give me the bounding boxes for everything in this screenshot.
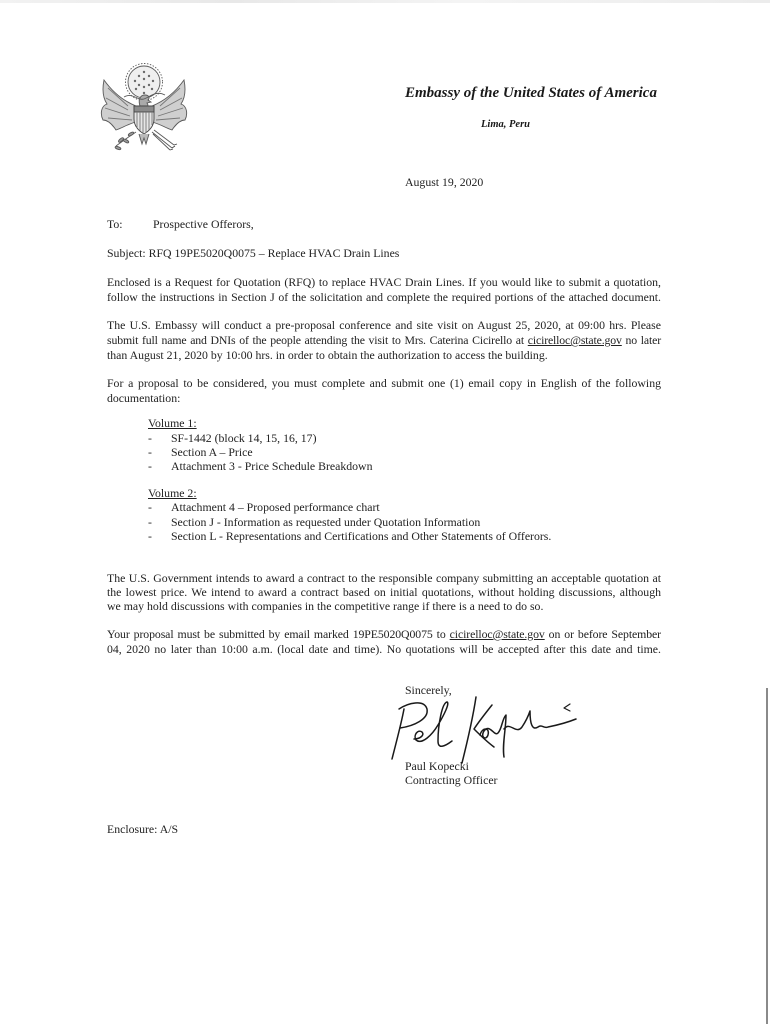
documentation-line: For a proposal to be considered, you must complete and submit one (1) email copy in English of the following	[107, 376, 661, 390]
contact-email: cicirelloc@state.gov	[527, 333, 622, 347]
documentation-line: documentation:	[107, 391, 181, 405]
award-line: we may hold discussions with companies in the competitive range if there is a need to do so.	[107, 599, 544, 613]
intro-line: Enclosed is a Request for Quotation (RFQ) to replace HVAC Drain Lines. If you would like to submit a quotation,	[107, 275, 661, 289]
letter-date: August 19, 2020	[405, 175, 484, 189]
list-item: Attachment 4 – Proposed performance chart	[171, 500, 380, 514]
subject-label: Subject:	[107, 246, 146, 260]
submission-line	[107, 627, 661, 641]
subject-value: RFQ 19PE5020Q0075 – Replace HVAC Drain Lines	[148, 246, 400, 260]
list-bullet: -	[148, 431, 152, 445]
site-visit-line: than August 21, 2020 by 10:00 hrs. in order to obtain the authorization to access the building.	[107, 348, 548, 362]
submission-text: on or before September	[544, 627, 661, 641]
site-visit-text: no later	[621, 333, 661, 347]
scan-right-edge	[766, 688, 768, 1024]
embassy-location: Lima, Peru	[481, 119, 530, 130]
list-item: Section A – Price	[171, 445, 253, 459]
list-bullet: -	[148, 445, 152, 459]
subject-line	[107, 246, 399, 260]
to-label: To:	[107, 217, 123, 231]
list-bullet: -	[148, 500, 152, 514]
scan-top-edge	[0, 0, 770, 3]
great-seal-eagle-icon	[98, 62, 190, 154]
handwritten-signature	[380, 695, 585, 770]
list-item: SF-1442 (block 14, 15, 16, 17)	[171, 431, 317, 445]
enclosure-note: Enclosure: A/S	[107, 822, 179, 836]
site-visit-text: submit full name and DNIs of the people attending the visit to Mrs. Caterina Cicirello at	[107, 333, 528, 347]
volume-2-heading: Volume 2:	[148, 486, 197, 500]
embassy-title: Embassy of the United States of America	[405, 85, 657, 101]
list-item: Section L - Representations and Certifications and Other Statements of Offerors.	[171, 529, 552, 543]
list-item: Attachment 3 - Price Schedule Breakdown	[171, 459, 373, 473]
submission-email: cicirelloc@state.gov	[449, 627, 545, 641]
recipient: Prospective Offerors,	[153, 217, 254, 231]
signer-name: Paul Kopecki	[405, 759, 469, 773]
salutation: Sincerely,	[405, 683, 452, 697]
signer-title: Contracting Officer	[405, 773, 498, 787]
submission-text: Your proposal must be submitted by email marked 19PE5020Q0075 to	[107, 627, 450, 641]
submission-line: 04, 2020 no later than 10:00 a.m. (local date and time). No quotations will be accepted after this date and time.	[107, 642, 661, 656]
site-visit-line	[107, 333, 661, 347]
volume-1-heading: Volume 1:	[148, 416, 197, 430]
award-line: the lowest price. We intend to award a contract based on initial quotations, without holding discussions, although	[107, 585, 661, 599]
intro-line: follow the instructions in Section J of the solicitation and complete the required portions of the attached document.	[107, 290, 661, 304]
list-bullet: -	[148, 515, 152, 529]
list-bullet: -	[148, 529, 152, 543]
site-visit-line: The U.S. Embassy will conduct a pre-proposal conference and site visit on August 25, 2020, at 09:00 hrs. Please	[107, 318, 661, 332]
list-bullet: -	[148, 459, 152, 473]
award-line: The U.S. Government intends to award a contract to the responsible company submitting an acceptable quotation at	[107, 571, 661, 585]
list-item: Section J - Information as requested under Quotation Information	[171, 515, 481, 529]
